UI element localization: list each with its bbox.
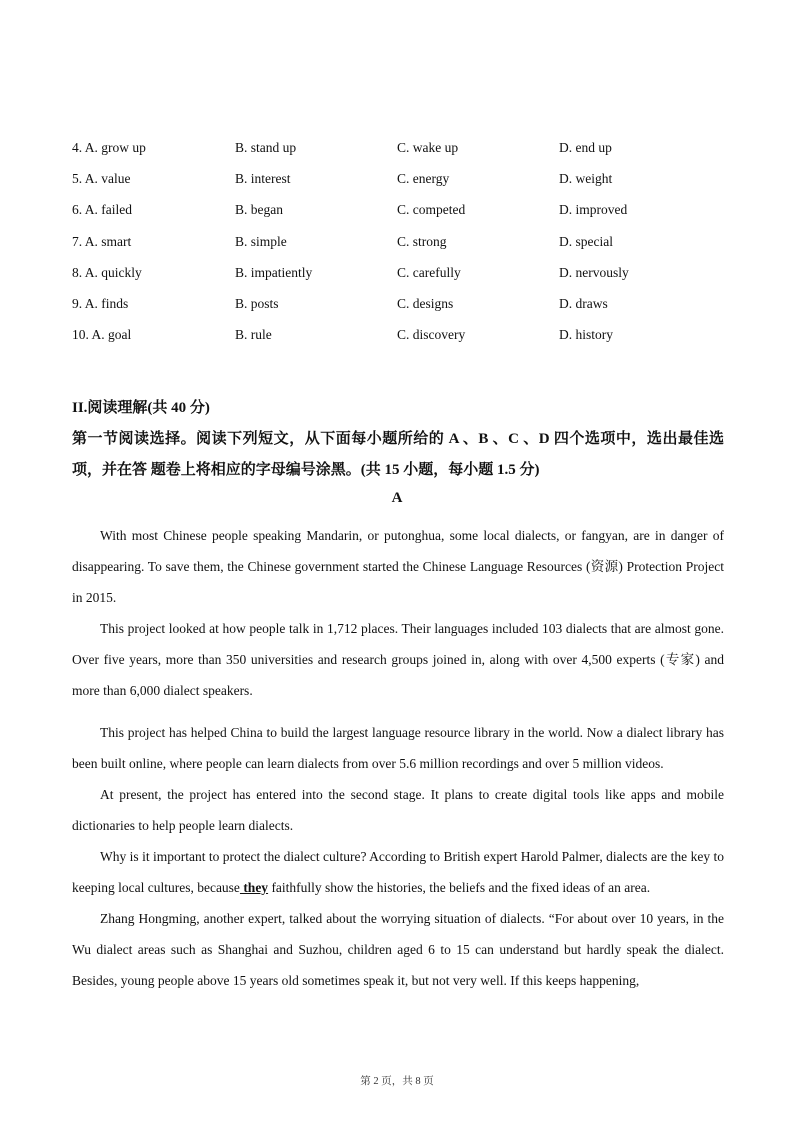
paragraph: Zhang Hongming, another expert, talked about the worrying situation of dialects. “For about over 10 years, in the Wu dialect areas such as Shanghai and Suzhou, children aged 6 to 15 can understand but hardly speak the dialect. Besides, young people above 15 years old sometimes speak it, but not very well. If this keeps happening,	[72, 911, 724, 988]
option-b: B. posts	[235, 295, 279, 311]
option-a: 10. A. goal	[72, 327, 132, 343]
paragraph: With most Chinese people speaking Mandarin, or putonghua, some local dialects, or fangyan, are in danger of disappearing. To save them, the Chinese government started the Chinese Language Resources (资源) Protection Project in 2015.	[72, 528, 724, 605]
option-c: C. strong	[397, 233, 447, 249]
option-c: C. competed	[397, 202, 466, 218]
option-b: B. began	[235, 202, 283, 218]
option-c: C. energy	[397, 171, 450, 187]
option-a: 6. A. failed	[72, 202, 132, 218]
paragraph	[72, 841, 724, 903]
option-d: D. nervously	[559, 264, 629, 280]
option-row	[72, 234, 722, 265]
option-a: 7. A. smart	[72, 233, 132, 249]
section-instructions: 第一节阅读选择。阅读下列短文，从下面每小题所给的 A 、B 、C 、D 四个选项中，选出最佳选项，并在答 题卷上将相应的字母编号涂黑。(共 15 小题，每小题 1.5 分)	[72, 431, 724, 478]
option-a: 8. A. quickly	[72, 264, 142, 280]
option-c: C. wake up	[397, 140, 459, 155]
option-a: 4. A. grow up	[72, 140, 146, 155]
paragraph: This project looked at how people talk in 1,712 places. Their languages included 103 dialects that are almost gone. Over five years, more than 350 universities and research groups joined in, along with over 4,500 experts (专家) and more than 6,000 dialect speakers.	[72, 621, 724, 698]
section-title: II.阅读理解(共 40 分)	[72, 400, 210, 416]
option-d: D. end up	[559, 140, 612, 155]
option-d: D. special	[559, 233, 613, 249]
underlined-word: they	[239, 880, 269, 895]
option-b: B. stand up	[235, 140, 297, 155]
option-c: C. carefully	[397, 264, 461, 280]
option-row	[72, 296, 722, 327]
option-row	[72, 202, 722, 233]
paragraph-text: Why is it important to protect the dialect culture? According to British expert Harold Palmer, dialects are the key to keeping local cultures, because	[72, 849, 724, 895]
option-c: C. discovery	[397, 327, 466, 343]
option-b: B. rule	[235, 327, 272, 343]
passage-body	[72, 520, 724, 996]
option-row	[72, 171, 722, 202]
option-d: D. history	[559, 327, 613, 343]
option-d: D. improved	[559, 202, 628, 218]
passage-heading: A	[391, 490, 403, 506]
option-b: B. impatiently	[235, 264, 313, 280]
answer-options-table	[72, 140, 722, 358]
option-row	[72, 327, 722, 358]
option-a: 5. A. value	[72, 171, 131, 187]
option-b: B. interest	[235, 171, 291, 187]
option-row	[72, 265, 722, 296]
option-d: D. weight	[559, 171, 613, 187]
option-b: B. simple	[235, 233, 287, 249]
option-a: 9. A. finds	[72, 295, 129, 311]
paragraph-text: faithfully show the histories, the beliefs and the fixed ideas of an area.	[268, 880, 651, 895]
option-c: C. designs	[397, 295, 454, 311]
paragraph: At present, the project has entered into the second stage. It plans to create digital tools like apps and mobile dictionaries to help people learn dialects.	[72, 787, 724, 833]
paragraph: This project has helped China to build the largest language resource library in the world. Now a dialect library has been built online, where people can learn dialects from over 5.6 million recordings and over 5 million videos.	[72, 725, 724, 771]
option-row	[72, 140, 722, 171]
page-footer: 第 2 页，共 8 页	[360, 1076, 434, 1087]
option-d: D. draws	[559, 295, 608, 311]
